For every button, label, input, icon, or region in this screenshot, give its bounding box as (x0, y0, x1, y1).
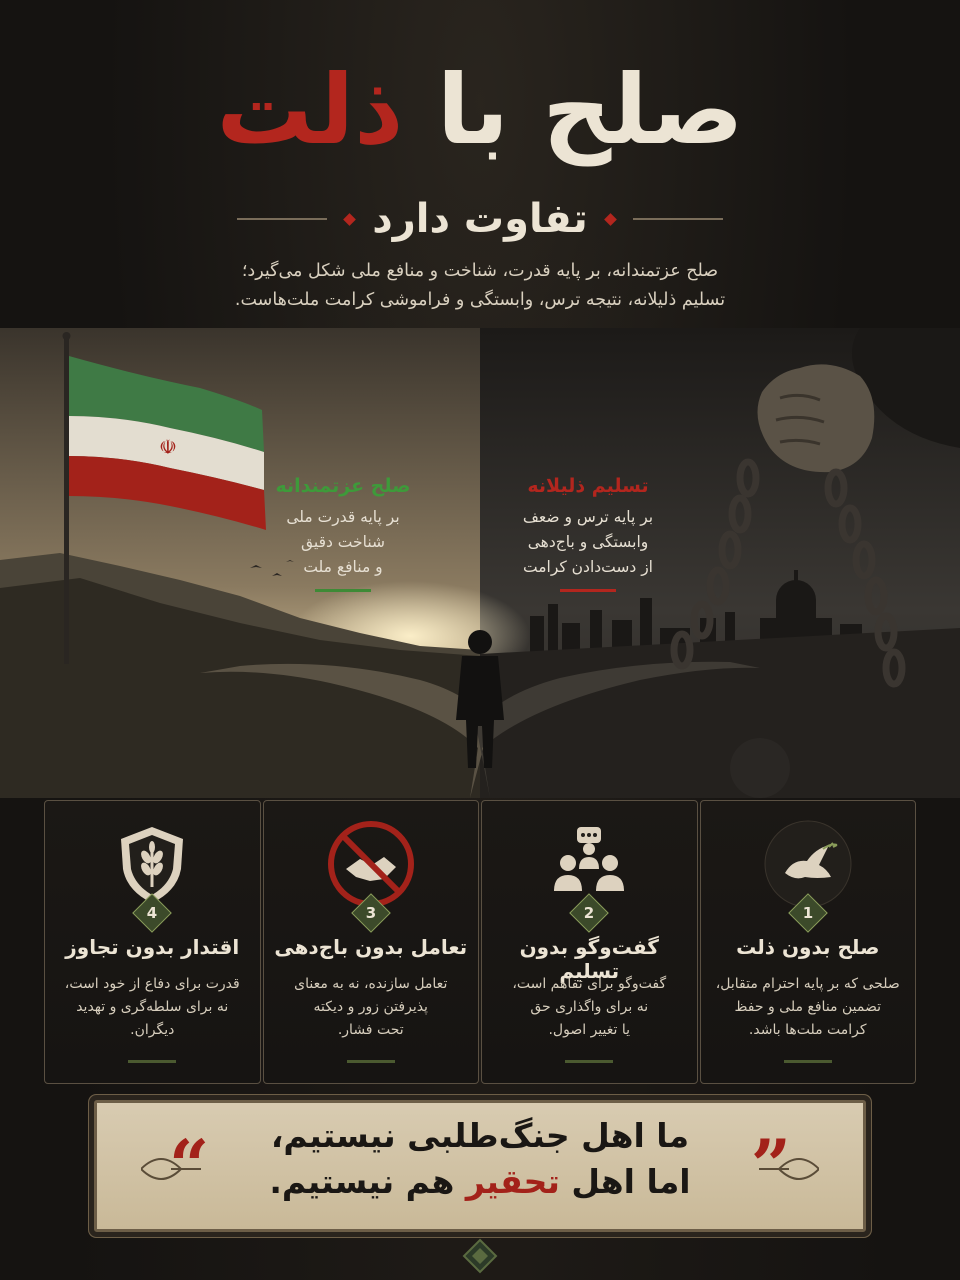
card-number: 3 (365, 904, 376, 922)
honorable-peace-line: بر پایه قدرت ملی (286, 508, 400, 526)
card-line: نه برای سلطه‌گری و تهدید (76, 999, 229, 1016)
card-title: تعامل بدون باج‌دهی (274, 935, 468, 959)
card-title: صلح بدون ذلت (736, 935, 880, 959)
card-peace-without-humiliation (700, 800, 917, 1084)
card-line: پذیرفتن زور و دیکته (313, 999, 428, 1016)
quote-line2 (247, 1159, 713, 1205)
quote-line2-part: هم نیستیم. (269, 1162, 455, 1202)
card-title: اقتدار بدون تجاوز (65, 935, 240, 959)
card-line: صلحی که بر پایه احترام متقابل، (715, 976, 900, 992)
card-number: 4 (147, 904, 158, 922)
honorable-peace-line: شناخت دقیق (300, 532, 386, 551)
quote-text (247, 1113, 713, 1205)
card-line: نه برای واگذاری حق (530, 999, 649, 1016)
card-description (494, 973, 685, 1042)
quote-highlight: تحقیر (465, 1162, 560, 1202)
divider-line (237, 218, 327, 220)
card-line: تضمین منافع ملی و حفظ (734, 999, 882, 1016)
card-line: گفت‌وگو برای تفاهم است، (512, 976, 667, 992)
diamond-ornament (343, 213, 356, 226)
humiliating-surrender-panel (508, 475, 668, 592)
title-part2: ذلت (216, 54, 404, 166)
card-line: قدرت برای دفاع از خود است، (64, 976, 240, 992)
card-dialogue-without-surrender (481, 800, 698, 1084)
card-authority-without-aggression (44, 800, 261, 1084)
card-footer-bar (565, 1060, 613, 1063)
scene-illustration (0, 328, 960, 798)
diamond-ornament (604, 213, 617, 226)
surrender-heading: تسلیم ذلیلانه (527, 475, 649, 497)
card-footer-bar (128, 1060, 176, 1063)
card-description (713, 973, 904, 1042)
card-number: 1 (802, 904, 813, 922)
card-title: گفت‌وگو بدون تسلیم (519, 935, 659, 983)
card-description (57, 973, 248, 1042)
card-line: دیگران. (130, 1022, 175, 1039)
main-title (0, 54, 960, 166)
divider-line (633, 218, 723, 220)
svg-text:☫: ☫ (159, 435, 177, 459)
card-line: کرامت ملت‌ها باشد. (748, 1022, 867, 1039)
subtitle-row (0, 192, 960, 246)
card-line: تعامل سازنده، نه به معنای (294, 976, 448, 992)
card-interaction-without-tribute (263, 800, 480, 1084)
surrender-line: بر پایه ترس و ضعف (522, 508, 654, 526)
crossroads-scene (0, 328, 960, 798)
red-underline (560, 589, 616, 592)
green-underline (315, 589, 371, 592)
honorable-peace-line: و منافع ملت (303, 557, 383, 576)
card-footer-bar (784, 1060, 832, 1063)
card-description (276, 973, 467, 1042)
intro-line: تسلیم ذلیلانه، نتیجه ترس، وابستگی و فراموشی کرامت ملت‌هاست. (234, 289, 726, 310)
card-footer-bar (347, 1060, 395, 1063)
open-quote-icon: ” (750, 1124, 791, 1207)
card-line: یا تغییر اصول. (548, 1022, 631, 1039)
surrender-line: از دست‌دادن کرامت (522, 557, 653, 576)
card-line: تحت فشار. (337, 1022, 404, 1039)
subtitle: تفاوت دارد (372, 196, 588, 242)
quote-line2-part: اما اهل (571, 1162, 691, 1202)
honorable-peace-panel (268, 475, 418, 592)
title-part1: صلح با (436, 54, 744, 166)
honorable-peace-heading: صلح عزتمندانه (275, 475, 411, 497)
bottom-ornament-icon (440, 1236, 520, 1276)
principles-cards (44, 800, 916, 1084)
surrender-line: وابستگی و باج‌دهی (527, 532, 649, 551)
intro-line: صلح عزتمندانه، بر پایه قدرت، شناخت و منافع ملی شکل می‌گیرد؛ (241, 261, 719, 281)
quote-box (94, 1100, 866, 1232)
intro-text (120, 257, 840, 315)
quote-line1: ما اهل جنگ‌طلبی نیستیم، (270, 1116, 690, 1155)
card-number: 2 (584, 904, 595, 922)
close-quote-icon: “ (169, 1124, 210, 1207)
